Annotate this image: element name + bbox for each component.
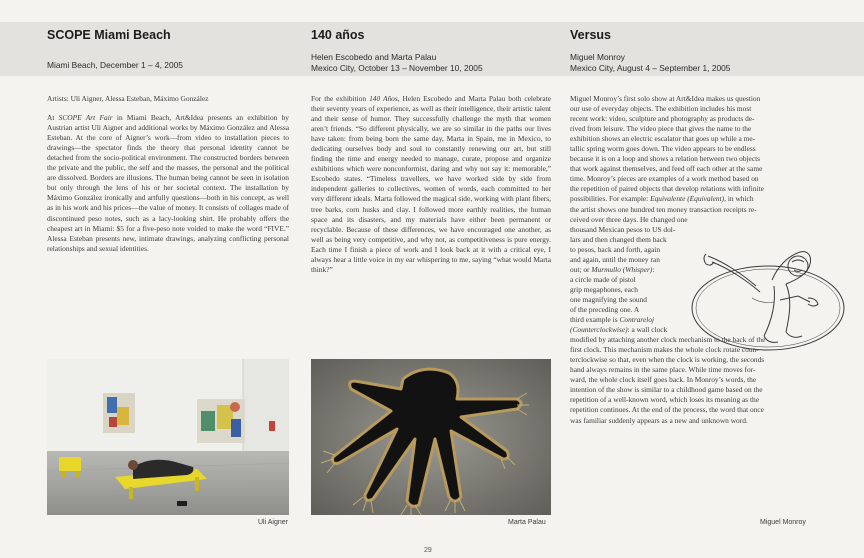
column-3-line: tallic spring worm goes down. The video appears to be endless	[570, 144, 756, 154]
column-3-line: the repetition of paired objects that develop relations with infinite	[570, 184, 764, 194]
column-3-subtitle-1: Miguel Monroy	[570, 52, 625, 62]
column-2-body	[311, 94, 551, 284]
column-3-line: our use of everyday objects. The exhibition includes his most	[570, 104, 752, 114]
column-3-line: to pesos, back and forth, again	[570, 244, 661, 254]
page-number: 29	[424, 547, 432, 554]
column-1-paragraph: At SCOPE Art Fair in Miami Beach, Art&Idea presents an exhibition by Austrian artist Uli Aigner and additional works by Máximo González and Alessa Esteban. At the core of Aigner’s work—from video to installation pieces to drawings—the spectator finds the theory that personal identity cannot be detached from the socio-political environment. The constructed borders between the private and the public, the self and the masses, the personal and the political are dissolved. Borders are illusions. The human being cannot be seen in isolation but only through the lens of his or her societal context. The installation by Máximo González ironically and artfully questions—both in his concept, as well as in his work and his prices—the value of money. It consists of collages made of discontinued peso notes, such as a lacy-looking shirt. He probably offers the cheapest art in Miami: $5 for a five-peso note voided to make the word “FIVE.” Alessa Esteban presents new, intimate drawings, analyzing conflicting personal relationships and sexual identities.	[47, 113, 289, 253]
column-3-header	[570, 28, 830, 74]
column-3-line: (Counterclockwise): a wall clock	[570, 325, 668, 335]
caption-miguel-monroy: Miguel Monroy	[760, 519, 806, 526]
column-3-line: lars and then changed them back	[570, 234, 667, 244]
column-1-header	[47, 28, 287, 71]
column-3-line: ceived over three days. He changed one	[570, 214, 688, 224]
column-3-line: out; or Murmullo (Whisper):	[570, 264, 655, 274]
column-3-line: because it is on a loop and shows a relation between two objects	[570, 154, 761, 164]
column-2-subtitle-1: Helen Escobedo and Marta Palau	[311, 52, 437, 62]
column-3-line: first clock. This mechanism makes the whole clock rotate coun-	[570, 345, 759, 355]
column-3-line: possibilities. For example: Equivalente (Equivalent), in which	[570, 194, 754, 204]
caption-uli-aigner: Uli Aigner	[258, 519, 288, 526]
column-3-line: exhibition shows an electric escalator that goes up while a me-	[570, 134, 756, 144]
column-3-line: a circle made of pistol	[570, 274, 636, 284]
column-3-line: rived from leisure. The video piece that gives the name to the	[570, 124, 752, 134]
monroy-drawing-illustration	[676, 240, 846, 358]
column-3-line: hand always remains in the same place. While time moves for-	[570, 365, 756, 375]
column-3-line: of the preceding one. A	[570, 304, 640, 314]
column-2-subtitle-2: Mexico City, October 13 – November 10, 2005	[311, 63, 483, 73]
column-2-title: 140 años	[311, 28, 365, 42]
column-3-line: grip megaphones, each	[570, 284, 638, 294]
column-2-header	[311, 28, 551, 74]
marta-palau-photo	[311, 359, 551, 515]
column-1-subtitle: Miami Beach, December 1 – 4, 2005	[47, 60, 183, 70]
column-1-title: SCOPE Miami Beach	[47, 28, 171, 42]
column-2-paragraph: For the exhibition 140 Años, Helen Escobedo and Marta Palau both celebrate their seventy years of experience, as well as their intelligence, their artistic talent and their sense of humor. They successfully challenge the myth that women aren’t friends. “So different physically, we are so similar in the paths our lives have taken: from being born the same day, Marta in Spain, me in Mexico, to dedicating ourselves body and soul to constantly renewing our art, but still finding the time and energy needed to manage, curate, propose and organize exhibitions which were nonconformist, daring and why not say it: memorable,” Escobedo states. “Timeless travellers, we have worked side by side from independent galleries to collectives, women of words, each committed to her very different ideals. Marta followed the magical side, working with plant fibers, tree barks, corn husks and clay. I followed more earthly realities, the human space and its disasters, and my materials have either been permanent or recyclable. Because of these differences, we have encouraged one another, as well as being very competitive, and why not, as competitiveness is pure energy. Each time I finish a piece of work and I look back at it with a critical eye, I always hear a little voice in my ear whispering to me, saying “what would Marta think?”	[311, 94, 552, 274]
column-3-line: repetition continues. At the end of the process, the word that once	[570, 405, 764, 415]
artists-line: Artists: Uli Aigner, Alessa Esteban, Máximo González	[47, 94, 209, 103]
column-3-line: recent work: video, sculpture and photography as products de-	[570, 114, 755, 124]
column-3-line: thousand Mexican pesos to US dol-	[570, 224, 676, 234]
column-3-line: Miguel Monroy’s first solo show at Art&Idea makes us question	[570, 94, 761, 103]
column-3-line: the artist shows one hundred ten money transaction receipts re-	[570, 204, 757, 214]
column-3-line: intention of the show is similar to a childhood game based on the	[570, 385, 763, 395]
column-3-line: terclockwise so that, even when the clock is working, the seconds	[570, 355, 765, 365]
column-1-body	[47, 94, 289, 263]
column-3-line: time. Monroy’s pieces are examples of a work method based on	[570, 174, 759, 184]
column-3-line: and again, until the money ran	[570, 254, 660, 264]
column-3-line: one magnifying the sound	[570, 294, 647, 304]
column-3-line: modified by attaching another clock mechanism to the back of the	[570, 335, 766, 345]
column-3-line: third example is Contrareloj	[570, 315, 655, 325]
column-3-line: was familiar suddenly appears as a new and unknown word.	[570, 415, 748, 425]
uli-aigner-photo	[47, 359, 289, 515]
column-3-subtitle-2: Mexico City, August 4 – September 1, 2005	[570, 63, 731, 73]
column-3-title: Versus	[570, 28, 612, 42]
column-3-line: that work against themselves, and feed off each other at the same	[570, 164, 763, 174]
caption-marta-palau: Marta Palau	[508, 519, 546, 526]
column-3-line: ward, the whole clock itself goes back. In Monroy’s words, the	[570, 375, 757, 385]
column-3-line: repetition of a well-known word, which loses its meaning as the	[570, 395, 760, 405]
